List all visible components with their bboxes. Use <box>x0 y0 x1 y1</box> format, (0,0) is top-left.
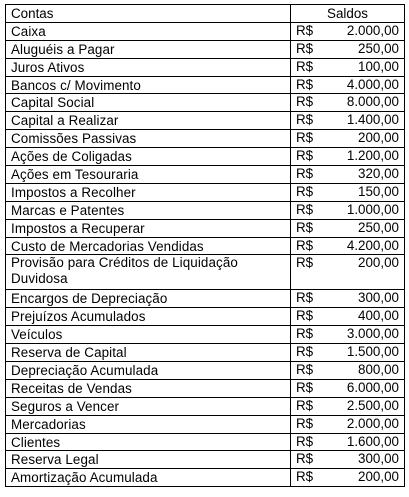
table-row <box>6 130 405 148</box>
balance-amount: 200,00 <box>358 130 399 146</box>
currency-symbol: R$ <box>296 112 314 128</box>
balance-amount: 2.000,00 <box>346 22 399 38</box>
currency-symbol: R$ <box>296 451 314 467</box>
table-row <box>6 326 405 344</box>
account-name-cell: Mercadorias <box>6 415 291 433</box>
table-row <box>6 166 405 184</box>
currency-symbol: R$ <box>296 290 314 306</box>
balance-cell <box>291 397 405 415</box>
account-name-cell: Comissões Passivas <box>6 130 291 148</box>
balance-cell <box>291 183 405 201</box>
account-name-cell: Juros Ativos <box>6 58 291 76</box>
balance-amount: 200,00 <box>358 255 399 271</box>
balance-amount: 300,00 <box>358 451 399 467</box>
currency-symbol: R$ <box>296 22 314 38</box>
account-name-cell: Capital a Realizar <box>6 112 291 130</box>
balance-cell <box>291 130 405 148</box>
balance-amount: 320,00 <box>358 166 399 182</box>
balance-cell <box>291 255 405 290</box>
balance-cell <box>291 451 405 469</box>
table-row <box>6 40 405 58</box>
currency-symbol: R$ <box>296 148 314 164</box>
currency-symbol: R$ <box>296 344 314 360</box>
currency-symbol: R$ <box>296 379 314 395</box>
balance-amount: 1.600,00 <box>346 433 399 449</box>
currency-symbol: R$ <box>296 94 314 110</box>
balance-amount: 1.500,00 <box>346 344 399 360</box>
account-name-cell: Veículos <box>6 326 291 344</box>
table-row <box>6 433 405 451</box>
balance-cell <box>291 344 405 362</box>
balance-cell <box>291 76 405 94</box>
account-name-cell: Ações de Coligadas <box>6 148 291 166</box>
balance-cell <box>291 237 405 255</box>
balance-cell <box>291 166 405 184</box>
table-header-row <box>6 5 405 23</box>
currency-symbol: R$ <box>296 237 314 253</box>
account-balances-table <box>5 4 405 487</box>
accounts-column-header: Contas <box>6 5 291 23</box>
balance-amount: 4.200,00 <box>346 237 399 253</box>
currency-symbol: R$ <box>296 326 314 342</box>
account-name-cell: Receitas de Vendas <box>6 379 291 397</box>
account-name-cell: Reserva de Capital <box>6 344 291 362</box>
balance-cell <box>291 40 405 58</box>
balance-cell <box>291 94 405 112</box>
table-row <box>6 290 405 308</box>
table-row <box>6 379 405 397</box>
balance-amount: 1.200,00 <box>346 148 399 164</box>
table-row <box>6 22 405 40</box>
table-row <box>6 344 405 362</box>
currency-symbol: R$ <box>296 201 314 217</box>
account-name-cell: Custo de Mercadorias Vendidas <box>6 237 291 255</box>
table-row <box>6 201 405 219</box>
table-row <box>6 148 405 166</box>
balance-amount: 8.000,00 <box>346 94 399 110</box>
balance-cell <box>291 201 405 219</box>
balance-cell <box>291 58 405 76</box>
balance-amount: 1.000,00 <box>346 201 399 217</box>
table-row <box>6 308 405 326</box>
table-row <box>6 76 405 94</box>
account-name-cell: Depreciação Acumulada <box>6 362 291 380</box>
balance-amount: 100,00 <box>358 58 399 74</box>
balance-amount: 3.000,00 <box>346 326 399 342</box>
table-row <box>6 451 405 469</box>
balance-cell <box>291 469 405 487</box>
account-name-cell: Aluguéis a Pagar <box>6 40 291 58</box>
table-row <box>6 94 405 112</box>
currency-symbol: R$ <box>296 308 314 324</box>
table-row <box>6 469 405 487</box>
account-name-cell: Provisão para Créditos de Liquidação Duvidosa <box>6 255 291 290</box>
balance-amount: 6.000,00 <box>346 379 399 395</box>
table-row <box>6 237 405 255</box>
balance-cell <box>291 433 405 451</box>
table-row <box>6 112 405 130</box>
currency-symbol: R$ <box>296 219 314 235</box>
table-body <box>6 22 405 486</box>
balance-amount: 250,00 <box>358 40 399 56</box>
balances-column-header: Saldos <box>291 5 405 23</box>
balance-amount: 200,00 <box>358 469 399 485</box>
account-name-cell: Bancos c/ Movimento <box>6 76 291 94</box>
balance-amount: 400,00 <box>358 308 399 324</box>
table-row <box>6 183 405 201</box>
account-name-cell: Seguros a Vencer <box>6 397 291 415</box>
balance-cell <box>291 379 405 397</box>
currency-symbol: R$ <box>296 166 314 182</box>
table-row <box>6 219 405 237</box>
balance-cell <box>291 290 405 308</box>
balance-amount: 1.400,00 <box>346 112 399 128</box>
account-name-cell: Clientes <box>6 433 291 451</box>
balance-cell <box>291 326 405 344</box>
account-name-cell: Marcas e Patentes <box>6 201 291 219</box>
account-name-cell: Prejuízos Acumulados <box>6 308 291 326</box>
table-row <box>6 397 405 415</box>
currency-symbol: R$ <box>296 58 314 74</box>
balance-cell <box>291 148 405 166</box>
account-name-cell: Amortização Acumulada <box>6 469 291 487</box>
currency-symbol: R$ <box>296 40 314 56</box>
currency-symbol: R$ <box>296 76 314 92</box>
currency-symbol: R$ <box>296 362 314 378</box>
account-name-cell: Reserva Legal <box>6 451 291 469</box>
table-row <box>6 58 405 76</box>
table-row <box>6 362 405 380</box>
currency-symbol: R$ <box>296 255 314 271</box>
balance-amount: 250,00 <box>358 219 399 235</box>
balance-amount: 2.000,00 <box>346 415 399 431</box>
balance-amount: 300,00 <box>358 290 399 306</box>
currency-symbol: R$ <box>296 183 314 199</box>
balance-cell <box>291 362 405 380</box>
account-name-cell: Ações em Tesouraria <box>6 166 291 184</box>
account-name-cell: Impostos a Recolher <box>6 183 291 201</box>
account-name-cell: Impostos a Recuperar <box>6 219 291 237</box>
balance-cell <box>291 22 405 40</box>
table-row <box>6 255 405 290</box>
currency-symbol: R$ <box>296 469 314 485</box>
table-row <box>6 415 405 433</box>
currency-symbol: R$ <box>296 415 314 431</box>
currency-symbol: R$ <box>296 130 314 146</box>
balance-amount: 150,00 <box>358 183 399 199</box>
balance-amount: 800,00 <box>358 362 399 378</box>
balance-cell <box>291 219 405 237</box>
account-name-cell: Caixa <box>6 22 291 40</box>
balance-cell <box>291 415 405 433</box>
balance-amount: 4.000,00 <box>346 76 399 92</box>
balance-cell <box>291 112 405 130</box>
currency-symbol: R$ <box>296 397 314 413</box>
balance-amount: 2.500,00 <box>346 397 399 413</box>
balance-cell <box>291 308 405 326</box>
account-name-cell: Capital Social <box>6 94 291 112</box>
currency-symbol: R$ <box>296 433 314 449</box>
account-name-cell: Encargos de Depreciação <box>6 290 291 308</box>
